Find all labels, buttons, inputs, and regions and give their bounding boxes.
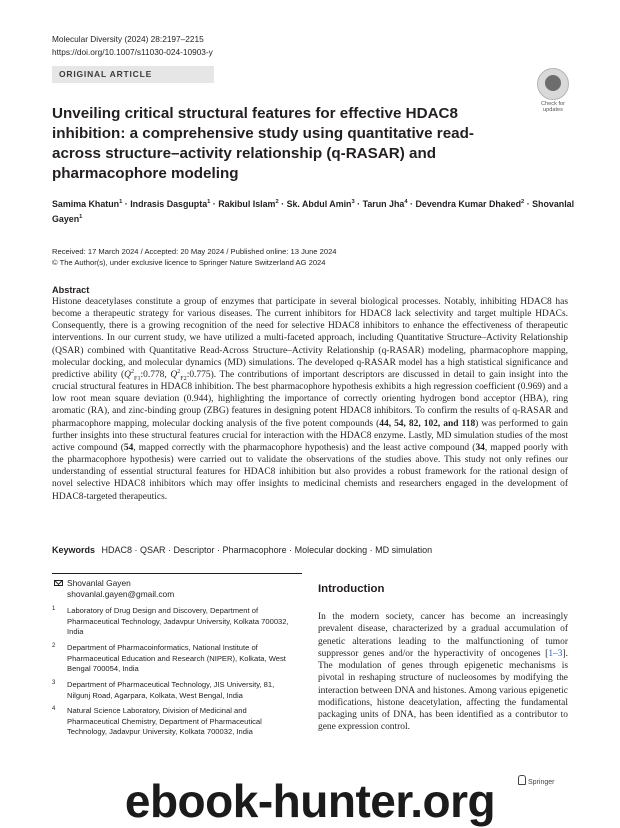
author[interactable]: Shovanlal Gayen$^1$: [52, 199, 575, 224]
publisher-name: Springer: [528, 779, 555, 786]
author[interactable]: Tarun Jha$^4$: [362, 199, 408, 209]
abstract-body: Histone deacetylases constitute a group of enzymes that participate in several biological processes. Notably, inhibiting HDAC8 has become a therapeutic strategy for various diseases. The current inhibitors for HDAC8 lack selectivity and target multiple HDACs. Consequently, there is a growing recognition of the need for selective HDAC8 inhibitors to enhance the effectiveness of therapeutic interventions. In our current study, we have utilized a multi-faceted approach, including Quantitative Structure–Activity Relationship (QSAR) combined with Quantitative Read-Across Structure–Activity Relationship (q-RASAR) modeling, pharmacophore mapping, molecular docking, and molecular dynamics (MD) simulations. The developed q-RASAR model has a high statistical significance and predictive ability ($Q^2_{F1}:0.778$, $Q^2_{F2}:0.775$). The contributions of important descriptors are discussed in detail to gain insight into the crucial structural features in HDAC8 inhibition. The best pharmacophore hypothesis exhibits a high regression coefficient (0.969) and a low root mean square deviation (0.944), highlighting the importance of correctly orienting hydrogen bond acceptor (HBA), ring aromatic (RA), and zinc-binding group (ZBG) features in designing potent HDAC8 inhibitors. To confirm the results of q-RASAR and pharmacophore mapping, molecular docking analysis of the five potent compounds (44, 54, 82, 102, and 118) was performed to gain further insights into these structural features crucial for interaction with the HDAC8 enzyme. Lastly, MD simulation studies of the most active compound (54, mapped correctly with the pharmacophore hypothesis) and the least active compound (34, mapped poorly with the pharmacophore hypothesis) were carried out to validate the observations of the studies above. This study not only refines our understanding of essential structural features for HDAC8 inhibition but also provides a robust framework for the rational design of novel selective HDAC8 inhibitors which may offer insights to medicinal chemists and researchers engaged in the development of HDAC8-targeted therapeutics.: [52, 297, 569, 502]
envelope-icon: [54, 580, 63, 586]
doi-link[interactable]: https://doi.org/10.1007/s11030-024-10903-y: [52, 47, 213, 57]
author-list: Samima Khatun$^1$ · Indrasis Dasgupta$^1$ · Rakibul Islam$^2$ · Sk. Abdul Amin$^3$ · Tarun Jha$^4$ · Devendra Kumar Dhaked$^2$ · Shovanlal Gayen$^1$: [52, 199, 575, 224]
badge-line-1: Check for: [541, 101, 565, 107]
check-for-updates-icon[interactable]: [537, 68, 569, 100]
introduction-body: In the modern society, cancer has become an increasingly prevalent disease, characterized by a gradual accumulation of genetic alterations leading to the malfunctioning of tumor suppressor genes and/or the hyperactivity of oncogenes [1–3]. The modulation of genes through epigenetic mechanisms is pivotal in reshaping structure of nucleosomes by modifying the interaction between DNA and histones. Among various epigenetic modifications, histone deacetylation, affecting the fundamental packaging units of DNA, has been identified as a contributor to gene expression control.: [318, 612, 568, 733]
author[interactable]: Devendra Kumar Dhaked$^2$: [415, 199, 525, 209]
citation-link[interactable]: 1–3: [548, 648, 563, 659]
article-title: Unveiling critical structural features for effective HDAC8 inhibition: a comprehensive study using quantitative read-across structure–activity relationship (q-RASAR) and pharmacophore modeling: [52, 105, 474, 182]
keywords-label: Keywords: [52, 545, 96, 555]
author[interactable]: Indrasis Dasgupta$^1$: [130, 199, 211, 209]
check-for-updates-text[interactable]: [530, 101, 576, 114]
corresponding-name: Shovanlal Gayen: [67, 578, 131, 588]
watermark: ebook-hunter.org: [124, 775, 496, 827]
copyright-line: © The Author(s), under exclusive licence to Springer Nature Switzerland AG 2024: [52, 258, 326, 267]
keywords: [52, 544, 572, 557]
keywords-list: HDAC8 · QSAR · Descriptor · Pharmacophore · Molecular docking · MD simulation: [101, 545, 433, 555]
article-dates: [52, 246, 582, 268]
author[interactable]: Sk. Abdul Amin$^3$: [286, 199, 355, 209]
author[interactable]: Rakibul Islam$^2$: [218, 199, 279, 209]
article-type-label: ORIGINAL ARTICLE: [52, 66, 214, 83]
journal-header: [52, 33, 213, 59]
abstract-heading: Abstract: [52, 285, 90, 295]
footnote-divider: [52, 573, 302, 574]
journal-citation: Molecular Diversity (2024) 28:2197–2215: [52, 34, 204, 44]
introduction-heading: Introduction: [318, 583, 385, 595]
history-dates: Received: 17 March 2024 / Accepted: 20 May 2024 / Published online: 13 June 2024: [52, 247, 337, 256]
badge-line-2: updates: [543, 107, 563, 114]
corresponding-email[interactable]: shovanlal.gayen@gmail.com: [67, 589, 175, 599]
author[interactable]: Samima Khatun$^1$: [52, 199, 123, 209]
